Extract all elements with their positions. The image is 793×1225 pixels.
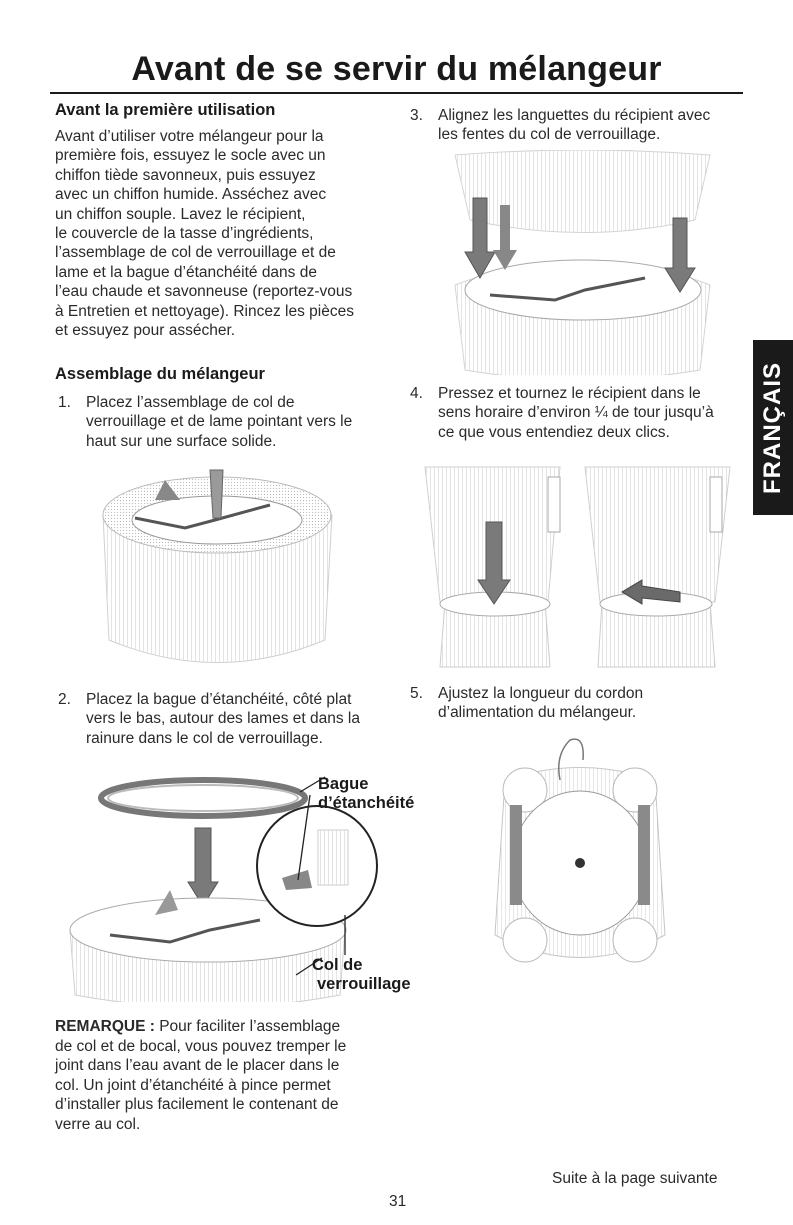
collar-label	[312, 956, 411, 994]
paragraph-line: avec un chiffon humide. Asséchez avec	[55, 186, 327, 204]
gasket-label	[318, 775, 414, 813]
note-line: col. Un joint d’étanchéité à pince permet	[55, 1076, 331, 1094]
note-paragraph	[55, 1017, 385, 1135]
label-line: Bague	[318, 775, 369, 793]
language-tab	[753, 340, 793, 515]
step-text	[86, 690, 360, 748]
step-line: ce que vous entendiez deux clics.	[438, 423, 670, 441]
first-use-paragraph	[55, 127, 385, 340]
step-text	[86, 393, 352, 451]
step-number: 3.	[410, 107, 423, 124]
step-line: Placez l’assemblage de col de	[86, 394, 295, 411]
note-text: Pour faciliter l’assemblage	[154, 1018, 341, 1035]
note-line: de col et de bocal, vous pouvez tremper le	[55, 1037, 347, 1055]
press-turn-illustration	[410, 452, 740, 670]
page-number: 31	[389, 1193, 407, 1210]
paragraph-line: première fois, essuyez le socle avec un	[55, 147, 326, 165]
title-rule	[50, 92, 743, 94]
step-line: verrouillage et de lame pointant vers le	[86, 413, 353, 431]
note-label: REMARQUE :	[55, 1018, 155, 1035]
step-number: 5.	[410, 685, 423, 702]
step-text	[438, 684, 643, 723]
page-title: Avant de se servir du mélangeur	[131, 50, 662, 88]
step-2	[58, 690, 388, 750]
step-number: 4.	[410, 385, 423, 402]
step-line: Ajustez la longueur du cordon	[438, 685, 644, 702]
paragraph-line: lame et la bague d’étanchéité dans de	[55, 263, 317, 281]
paragraph-line: Avant d’utiliser votre mélangeur pour la	[55, 128, 324, 145]
step-line: haut sur une surface solide.	[86, 432, 277, 450]
step-line: les fentes du col de verrouillage.	[438, 126, 661, 144]
language-tab-label: FRANÇAIS	[759, 361, 786, 494]
paragraph-line: et essuyez pour assécher.	[55, 322, 236, 340]
step-number: 2.	[58, 691, 71, 708]
paragraph-line: chiffon tiède savonneux, puis essuyez	[55, 166, 316, 184]
step-text	[438, 106, 710, 145]
step-line: Alignez les languettes du récipient avec	[438, 107, 711, 124]
step-5	[410, 684, 750, 729]
collar-blade-illustration	[95, 460, 340, 675]
label-line: d’étanchéité	[318, 794, 415, 812]
paragraph-line: à Entretien et nettoyage). Rincez les pièces	[55, 302, 354, 320]
section-heading-assembly: Assemblage du mélangeur	[55, 365, 265, 383]
note-line: joint dans l’eau avant de le placer dans le	[55, 1057, 340, 1075]
step-4	[410, 384, 750, 444]
label-line: verrouillage	[317, 975, 411, 993]
paragraph-line: un chiffon souple. Lavez le récipient,	[55, 205, 306, 223]
align-tabs-illustration	[445, 150, 720, 375]
step-3	[410, 106, 750, 151]
step-line: rainure dans le col de verrouillage.	[86, 729, 323, 747]
step-line: sens horaire d’environ ¼ de tour jusqu’à	[438, 404, 714, 422]
note-line: d’installer plus facilement le contenant de	[55, 1096, 339, 1114]
step-1	[58, 393, 388, 453]
label-line: Col de	[312, 956, 363, 974]
paragraph-line: l’assemblage de col de verrouillage et de	[55, 244, 336, 262]
continued-note: Suite à la page suivante	[552, 1170, 718, 1187]
step-line: d’alimentation du mélangeur.	[438, 704, 637, 722]
blender-base-cord-illustration	[485, 735, 675, 975]
note-line	[55, 1017, 385, 1037]
step-line: Placez la bague d’étanchéité, côté plat	[86, 691, 352, 708]
paragraph-line: le couvercle de la tasse d’ingrédients,	[55, 225, 314, 243]
section-heading-first-use: Avant la première utilisation	[55, 101, 276, 119]
step-number: 1.	[58, 394, 71, 411]
step-line: vers le bas, autour des lames et dans la	[86, 710, 360, 728]
step-text	[438, 384, 714, 442]
step-line: Pressez et tournez le récipient dans le	[438, 385, 701, 402]
paragraph-line: l’eau chaude et savonneuse (reportez-vous	[55, 283, 353, 301]
note-line: verre au col.	[55, 1115, 141, 1133]
